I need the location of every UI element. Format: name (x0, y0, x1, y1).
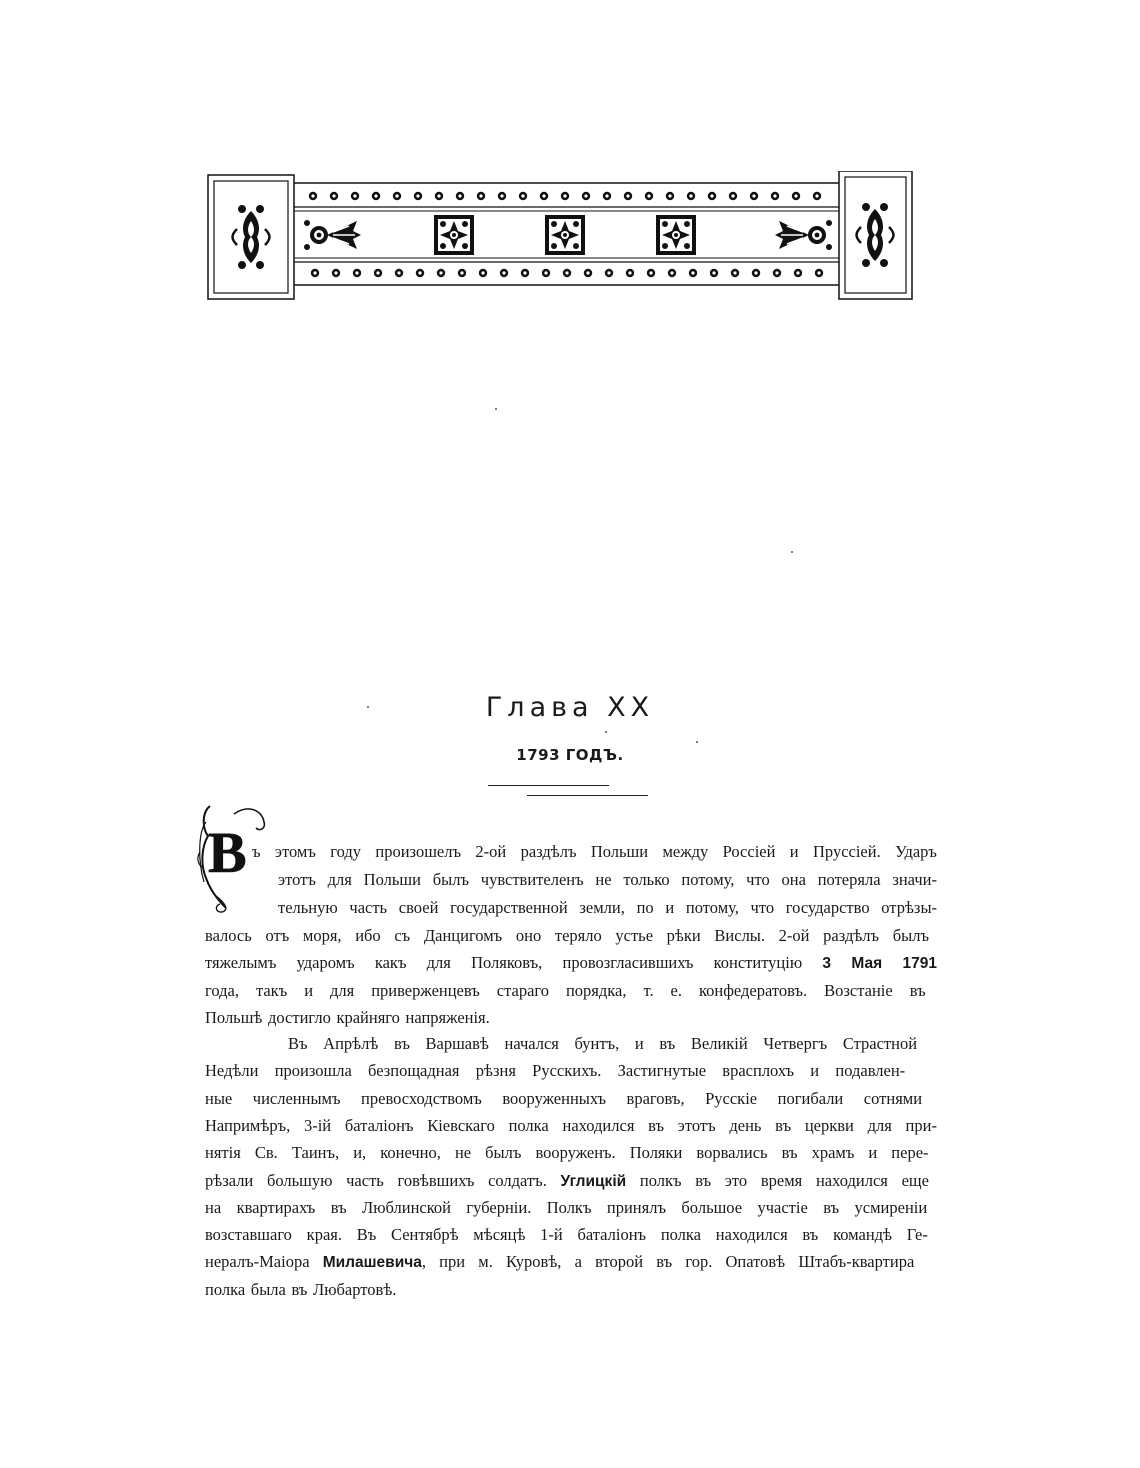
chapter-year: 1793 ГОДЪ. (516, 746, 624, 764)
scan-speck (367, 706, 369, 708)
text-line (205, 1088, 923, 1108)
text-segment: тельную часть своей государственной земли, по и потому, что государство отрѣзы- (278, 898, 938, 917)
text-line (205, 1115, 937, 1135)
text-segment: Польшѣ достигло крайняго напряженія. (205, 1008, 490, 1027)
text-segment: рѣзали большую часть говѣвшихъ солдатъ. (205, 1170, 561, 1190)
text-segment: года, такъ и для приверженцевъ стараго порядка, т. е. конфедератовъ. Возстаніе въ (205, 981, 926, 1000)
text-segment: , при м. Куровѣ, а второй въ гор. Опатовѣ Штабъ-квартира (421, 1252, 915, 1272)
text-segment: валось отъ моря, ибо съ Данцигомъ оно теряло устье рѣки Вислы. 2-ой раздѣлъ былъ (205, 926, 929, 945)
text-segment: на квартирахъ въ Люблинской губерніи. Полкъ принялъ большое участіе въ усмиреніи (205, 1197, 928, 1217)
text-line (205, 983, 926, 1000)
emphasized-text: Милашевича (322, 1254, 422, 1272)
text-line (252, 844, 937, 861)
divider-rule (527, 795, 648, 796)
scan-speck (791, 551, 793, 553)
text-segment: ъ этомъ году произошелъ 2-ой раздѣлъ Польши между Россіей и Пруссіей. Ударъ (252, 842, 937, 861)
text-line (205, 1063, 905, 1080)
text-line (205, 1254, 914, 1271)
text-line (205, 1197, 928, 1217)
text-line (205, 1227, 928, 1244)
scan-speck (696, 741, 698, 743)
text-line (278, 900, 937, 917)
text-line (205, 928, 929, 945)
decorative-header-band (207, 171, 913, 301)
text-segment: Недѣли произошла безпощадная рѣзня Русскихъ. Застигнутые врасплохъ и подавлен- (205, 1061, 906, 1081)
text-line (205, 1010, 490, 1027)
scan-speck (495, 408, 497, 410)
text-segment: нятія Св. Таинъ, и, конечно, не былъ вооруженъ. Поляки ворвались въ храмъ и пере- (205, 1143, 929, 1163)
emphasized-text: 3 Мая 1791 (822, 955, 937, 972)
emphasized-text: Углицкій (560, 1172, 627, 1190)
text-segment: нералъ-Маіора (205, 1252, 323, 1272)
text-segment: полкъ въ это время находился еще (626, 1170, 929, 1190)
text-segment: ные численнымъ превосходствомъ вооруженныхъ враговъ, Русскіе погибали сотнями (205, 1088, 923, 1108)
text-segment: тяжелымъ ударомъ какъ для Поляковъ, провозгласившихъ конституцію (205, 953, 823, 972)
text-line (205, 955, 937, 972)
text-segment: Въ Апрѣлѣ въ Варшавѣ начался бунтъ, и въ Великій Четвергъ Страстной (288, 1034, 918, 1053)
text-line (205, 1170, 929, 1190)
drop-cap-letter: В (208, 820, 247, 885)
text-segment: Напримѣръ, 3-ій баталіонъ Кіевскаго полка находился въ этотъ день въ церкви для при- (205, 1115, 937, 1135)
text-segment: этотъ для Польши былъ чувствителенъ не только потому, что она потеряла значи- (278, 870, 937, 889)
text-segment: полка была въ Любартовѣ. (205, 1279, 397, 1299)
chapter-title: Глава XX (485, 692, 655, 723)
divider-rule (488, 785, 609, 786)
text-segment: возставшаго края. Въ Сентябрѣ мѣсяцѣ 1-й баталіонъ полка находился въ командѣ Ге- (205, 1225, 928, 1245)
text-line (278, 872, 937, 889)
text-line (205, 1279, 397, 1299)
text-line (288, 1036, 917, 1053)
text-line (205, 1145, 929, 1162)
scan-speck (605, 731, 607, 733)
